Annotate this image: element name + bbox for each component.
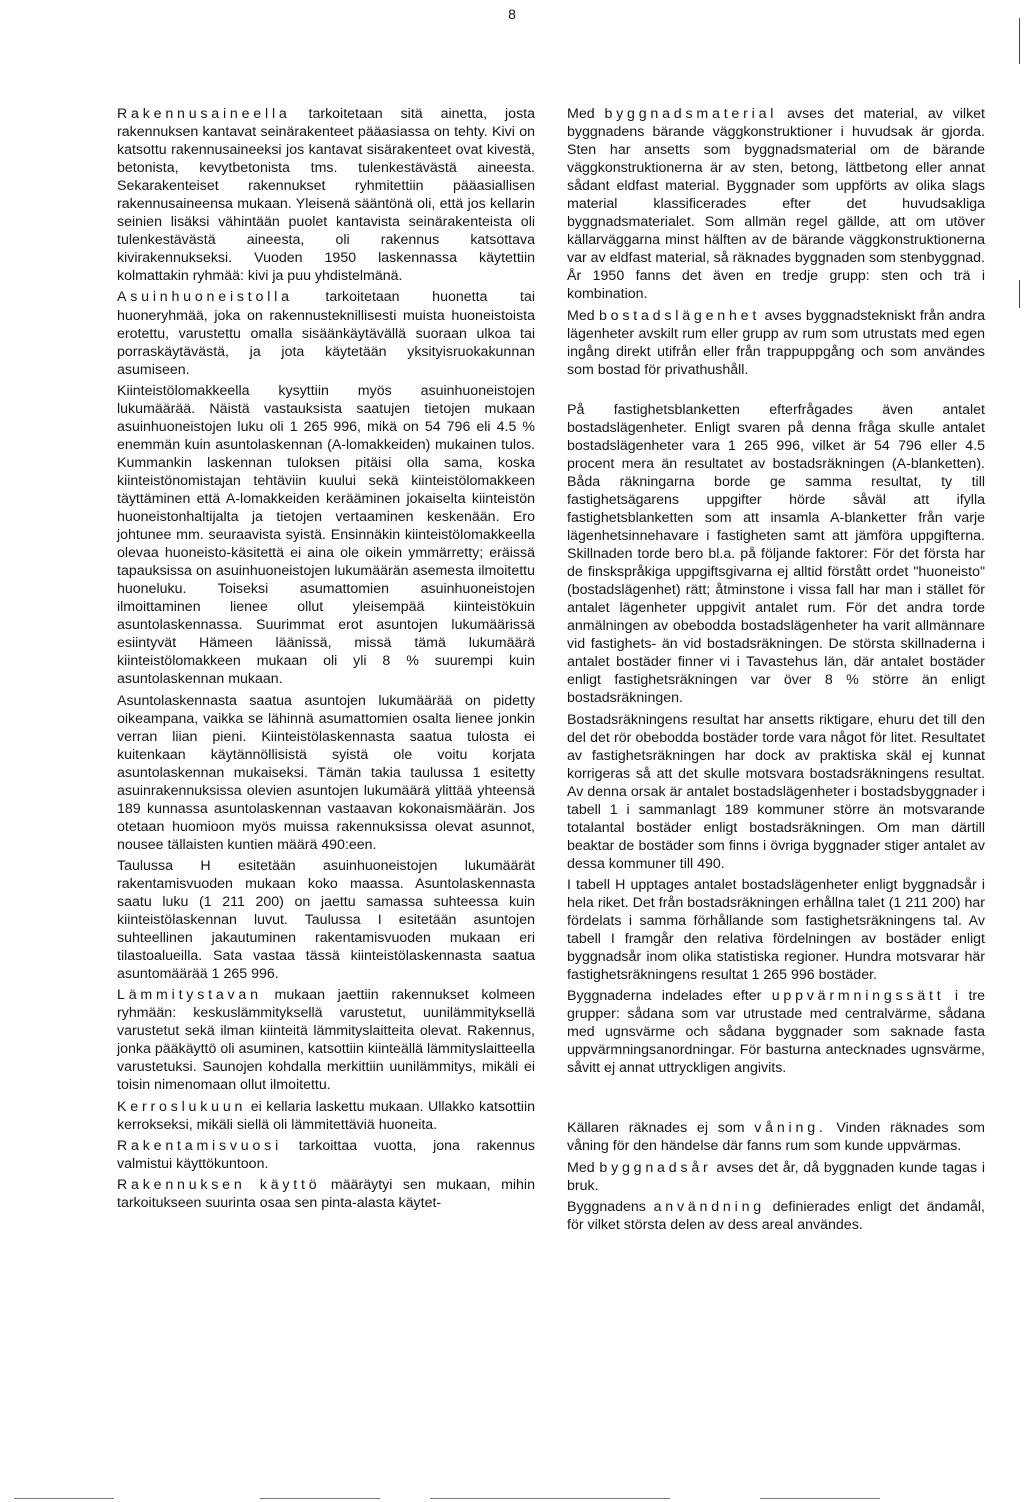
paragraph-byggnadsmaterial: Med byggnadsmaterial avses det material, av vilket byggnadens bärande väggkonstruktioner i huvudsak är gjorda. Sten har ansetts som byggnadsmaterial om de bärande väggkonstruktionerna är av sten, betong, lättbetong eller annat sådant eldfast material. Byggnader som uppförts av olika slags material klassificerades efter det huvudsakliga byggnadsmaterialet. Som allmän regel gällde, att om utöver källarväggarna minst hälften av de bärande väggkonstruktionerna var av eldfast material, så räknades byggnaden som stenbyggnad. År 1950 fanns det även en tredje grupp: sten och trä i kombination.: [567, 106, 985, 303]
term-uppvarmningssatt: uppvärmningssätt: [771, 988, 945, 1005]
paragraph-bostadslagenhet: Med bostadslägenhet avses byggnadstekniskt från andra lägenheter avskilt rum eller grupp av rum som utrustats med egen ingång direkt utifrån eller från trappuppgång och som användes som bostad för privathushåll.: [567, 307, 985, 378]
paragraph-asuntolaskenta: Asuntolaskennasta saatua asuntojen lukumäärää on pidetty oikeampana, vaikka se lähinnä asumattomien osalta lienee jonkin verran liian pieni. Kiinteistölaskennasta saatua tulosta ei kuitenkaan käytännöllisistä syistä ole voitu korjata asuntolaskennan mukaiseksi. Tämän takia taulussa 1 esitetty asuinrakennuksissa olevien asuntojen lukumäärä ylittää yhteensä 189 kunnassa asuntolaskennan vastaavan kokonaismäärän. Jos otetaan huomioon myös muissa rakennuksissa olevat asunnot, nousee tällaisten kuntien määrä 490:een.: [117, 692, 535, 853]
term-anvandning: användning: [653, 1198, 765, 1215]
term-byggnadsmaterial: byggnadsmaterial: [604, 106, 778, 122]
margin-mark: [1019, 18, 1020, 64]
term-kerrosluku: Kerroslukuun: [117, 1098, 247, 1115]
paragraph-kiinteistolomake: Kiinteistölomakkeella kysyttiin myös asuinhuoneistojen lukumäärää. Näistä vastauksista saatujen tietojen mukaan asuinhuoneistojen luku oli 1 265 996, mikä on 54 796 eli 4.5 % enemmän kuin asuntolaskennan (A-lomakkeiden) mukainen tulos. Kummankin laskennan tuloksen pitäisi olla sama, koska kiinteistönomistajan tehtäviin kuului sekä kiinteistölomakkeen täyttäminen että A-lomakkeiden kerääminen jokaiselta kiinteistön huoneistonhaltijalta ja tietojen vertaaminen keskenään. Ero johtunee mm. seuraavista syistä. Ensinnäkin kiinteistölomakkeella olevaa huoneisto-käsitettä ei aina ole oikein ymmärretty; eräissä tapauksissa on asuinhuoneistojen lukumäärän asemesta ilmoitettu huoneluku. Toiseksi asumattomien asuinhuoneistojen ilmoittaminen lienee ollut yleisempää kiinteistökuin asuntolaskennassa. Suurimmat erot asuntojen lukumäärissä esiintyvät Hämeen läänissä, missä tämä lukumäärä kiinteistölomakkeen mukaan oli yli 8 % suurempi kuin asuntolaskennan mukaan.: [117, 382, 535, 688]
paragraph-taulussa-h: Taulussa H esitetään asuinhuoneistojen lukumäärät rakentamisvuoden mukaan koko maassa. Asuntolaskennasta saatu luku (1 211 200) on jaettu samassa suhteessa kuin kiinteistölaskennan luvut. Taulussa I esitetään asuntojen suhteellinen jakautuminen rakentamisvuoden mukaan eri tilastoalueilla. Sata vastaa tässä kiinteistölaskennasta saatua asuntomäärää 1 265 996.: [117, 857, 535, 983]
paragraph-vaning: Källaren räknades ej som våning. Vinden räknades som våning för den händelse där fanns rum som kunde uppvärmas.: [567, 1120, 985, 1155]
footer-rule: [760, 1498, 880, 1499]
footer-rule: [14, 1498, 114, 1499]
paragraph-kerrosluku: Kerroslukuun ei kellaria laskettu mukaan. Ullakko katsottiin kerrokseksi, mikäli siellä oli lämmitettäviä huoneita.: [117, 1098, 535, 1133]
page-number: 8: [508, 6, 516, 22]
margin-mark: [1019, 280, 1020, 308]
paragraph-anvandning: Byggnadens användning definierades enligt det ändamål, för vilket största delen av dess areal användes.: [567, 1198, 985, 1233]
paragraph-lammitystapa: Lämmitystavan mukaan jaettiin rakennukset kolmeen ryhmään: keskuslämmityksellä varustetut, uunilämmityksellä varustetut sekä ilman kiinteitä lämmityslaitteita olevat. Rakennus, jonka pääkäyttö oli asuminen, katsottiin kiinteällä lämmityslaitteella varustetuksi. Saunojen kohdalla merkittiin uunilämmitys, mikäli ei toisin nimenomaan ollut ilmoitettu.: [117, 987, 535, 1094]
paragraph-bostadsrakning: Bostadsräkningens resultat har ansetts riktigare, ehuru det till den del det rör obebodda bostäder torde vara något för litet. Resultatet av fastighetsräkningen har dock av praktiska skäl ej kunnat korrigeras så att det skulle motsvara bostadsräkningens resultat. Av denna orsak är antalet bostadslägenheter i bostadsbyggnader i tabell 1 i sammanlagt 189 kommuner större än motsvarande totalantal bostäder enligt bostadsräkningen. Om man därtill beaktar de bostäder som finns i övriga byggnader stiger antalet av dessa kommuner till 490.: [567, 711, 985, 872]
term-lammitystapa: Lämmitystavan: [117, 987, 262, 1004]
paragraph-rakentamisvuosi: Rakentamisvuosi tarkoittaa vuotta, jona rakennus valmistui käyttökuntoon.: [117, 1137, 535, 1172]
term-vaning: våning.: [754, 1120, 827, 1137]
term-rakennusaine: Rakennusaineella: [117, 106, 291, 122]
paragraph-uppvarmningssatt: Byggnaderna indelades efter uppvärmningssätt i tre grupper: sådana som var utrustade med centralvärme, sådana med ugnsvärme och sådana byggnader som saknade fasta uppvärmningsanordningar. För basturna antecknades ugnsvärme, såvitt ej annat uttryckligen angivits.: [567, 988, 986, 1077]
term-kaytto: Rakennuksen käyttö: [117, 1176, 321, 1193]
paragraph-rakennusaine: Rakennusaineella tarkoitetaan sitä ainetta, josta rakennuksen kantavat seinärakenteet pääasiassa on tehty. Kivi on katsottu rakennusaineeksi jos kantavat sisärakenteet ovat kivestä, betonista, kevytbetonista tms. tulenkestävästä aineesta. Sekarakenteiset rakennukset ryhmitettiin pääasiallisen rakennusaineensa mukaan. Yleisenä sääntönä oli, että jos kellarin seinien lisäksi vähintään puolet kantavista seinärakenteista oli tulenkestävästä aineesta, oli rakennus katsottava kivirakennukseksi. Vuoden 1950 laskennassa käytettiin kolmattakin ryhmää: kivi ja puu yhdistelmänä.: [117, 106, 535, 285]
finnish-column: [117, 105, 535, 1215]
term-byggnadsar: byggnadsår: [599, 1159, 712, 1176]
term-bostadslagenhet: bostadslägenhet: [598, 307, 761, 324]
paragraph-tabell-h: I tabell H upptages antalet bostadslägenheter enligt byggnadsår i hela riket. Det från bostadsräkningen erhållna talet (1 211 200) har fördelats i samma förhållande som fastighetsräkningens tal. Av tabell I framgår den relativa fördelningen av bostäder enligt byggnadsår inom olika statistiska regioner. Hundra motsvarar här fastighetsräkningens resultat 1 265 996 bostäder.: [567, 876, 985, 984]
paragraph-byggnadsar: Med byggnadsår avses det år, då byggnaden kunde tagas i bruk.: [567, 1159, 985, 1194]
footer-rule: [430, 1498, 670, 1499]
swedish-column: [567, 105, 985, 1237]
paragraph-kaytto: Rakennuksen käyttö määräytyi sen mukaan, mihin tarkoitukseen suurinta osaa sen pinta-alasta käytet-: [117, 1176, 535, 1211]
paragraph-asuinhuoneisto: Asuinhuoneistolla tarkoitetaan huonetta tai huoneryhmää, joka on rakennusteknillisesti muista huoneistoista erotettu, varustettu omalla sisäänkäytävällä suoraan ulkoa tai porraskäytävästä, ja jota käytetään yksityisruokakunnan asumiseen.: [117, 289, 535, 378]
footer-rule: [260, 1498, 380, 1499]
term-asuinhuoneisto: Asuinhuoneistolla: [117, 289, 293, 306]
paragraph-fastighetsblankett: På fastighetsblanketten efterfrågades även antalet bostadslägenheter. Enligt svaren på denna fråga skulle antalet bostadslägenheter vara 1 265 996, vilket är 54 796 eller 4.5 procent mera än resultatet av bostadsräkningen (A-blanketten). Båda räkningarna borde ge samma resultat, ty till fastighetsägarens uppgifter hörde såväl att ifylla fastighetsblanketten som att insamla A-blanketter från varje lägenhetsinnehavare i fastigheten samt att jämföra uppgifterna. Skillnaden torde bero bl.a. på följande faktorer: För det första har de finskspråkiga uppgiftsgivarna ej alltid förstått ordet "huoneisto" (bostadslägenhet) rätt; åtminstone i vissa fall har man i stället för antalet lägenheter uppgivit antalet rum. För det andra torde anmälningen av obebodda bostadslägenheter ha varit allmännare vid fastighets- än vid bostadsräkningen. De största skillnaderna i antalet bostäder finner vi i Tavastehus län, där antalet bostäder enligt fastighetsräkningen var över 8 % större än enligt bostadsräkningen.: [567, 401, 985, 707]
term-rakentamisvuosi: Rakentamisvuosi: [117, 1137, 283, 1154]
